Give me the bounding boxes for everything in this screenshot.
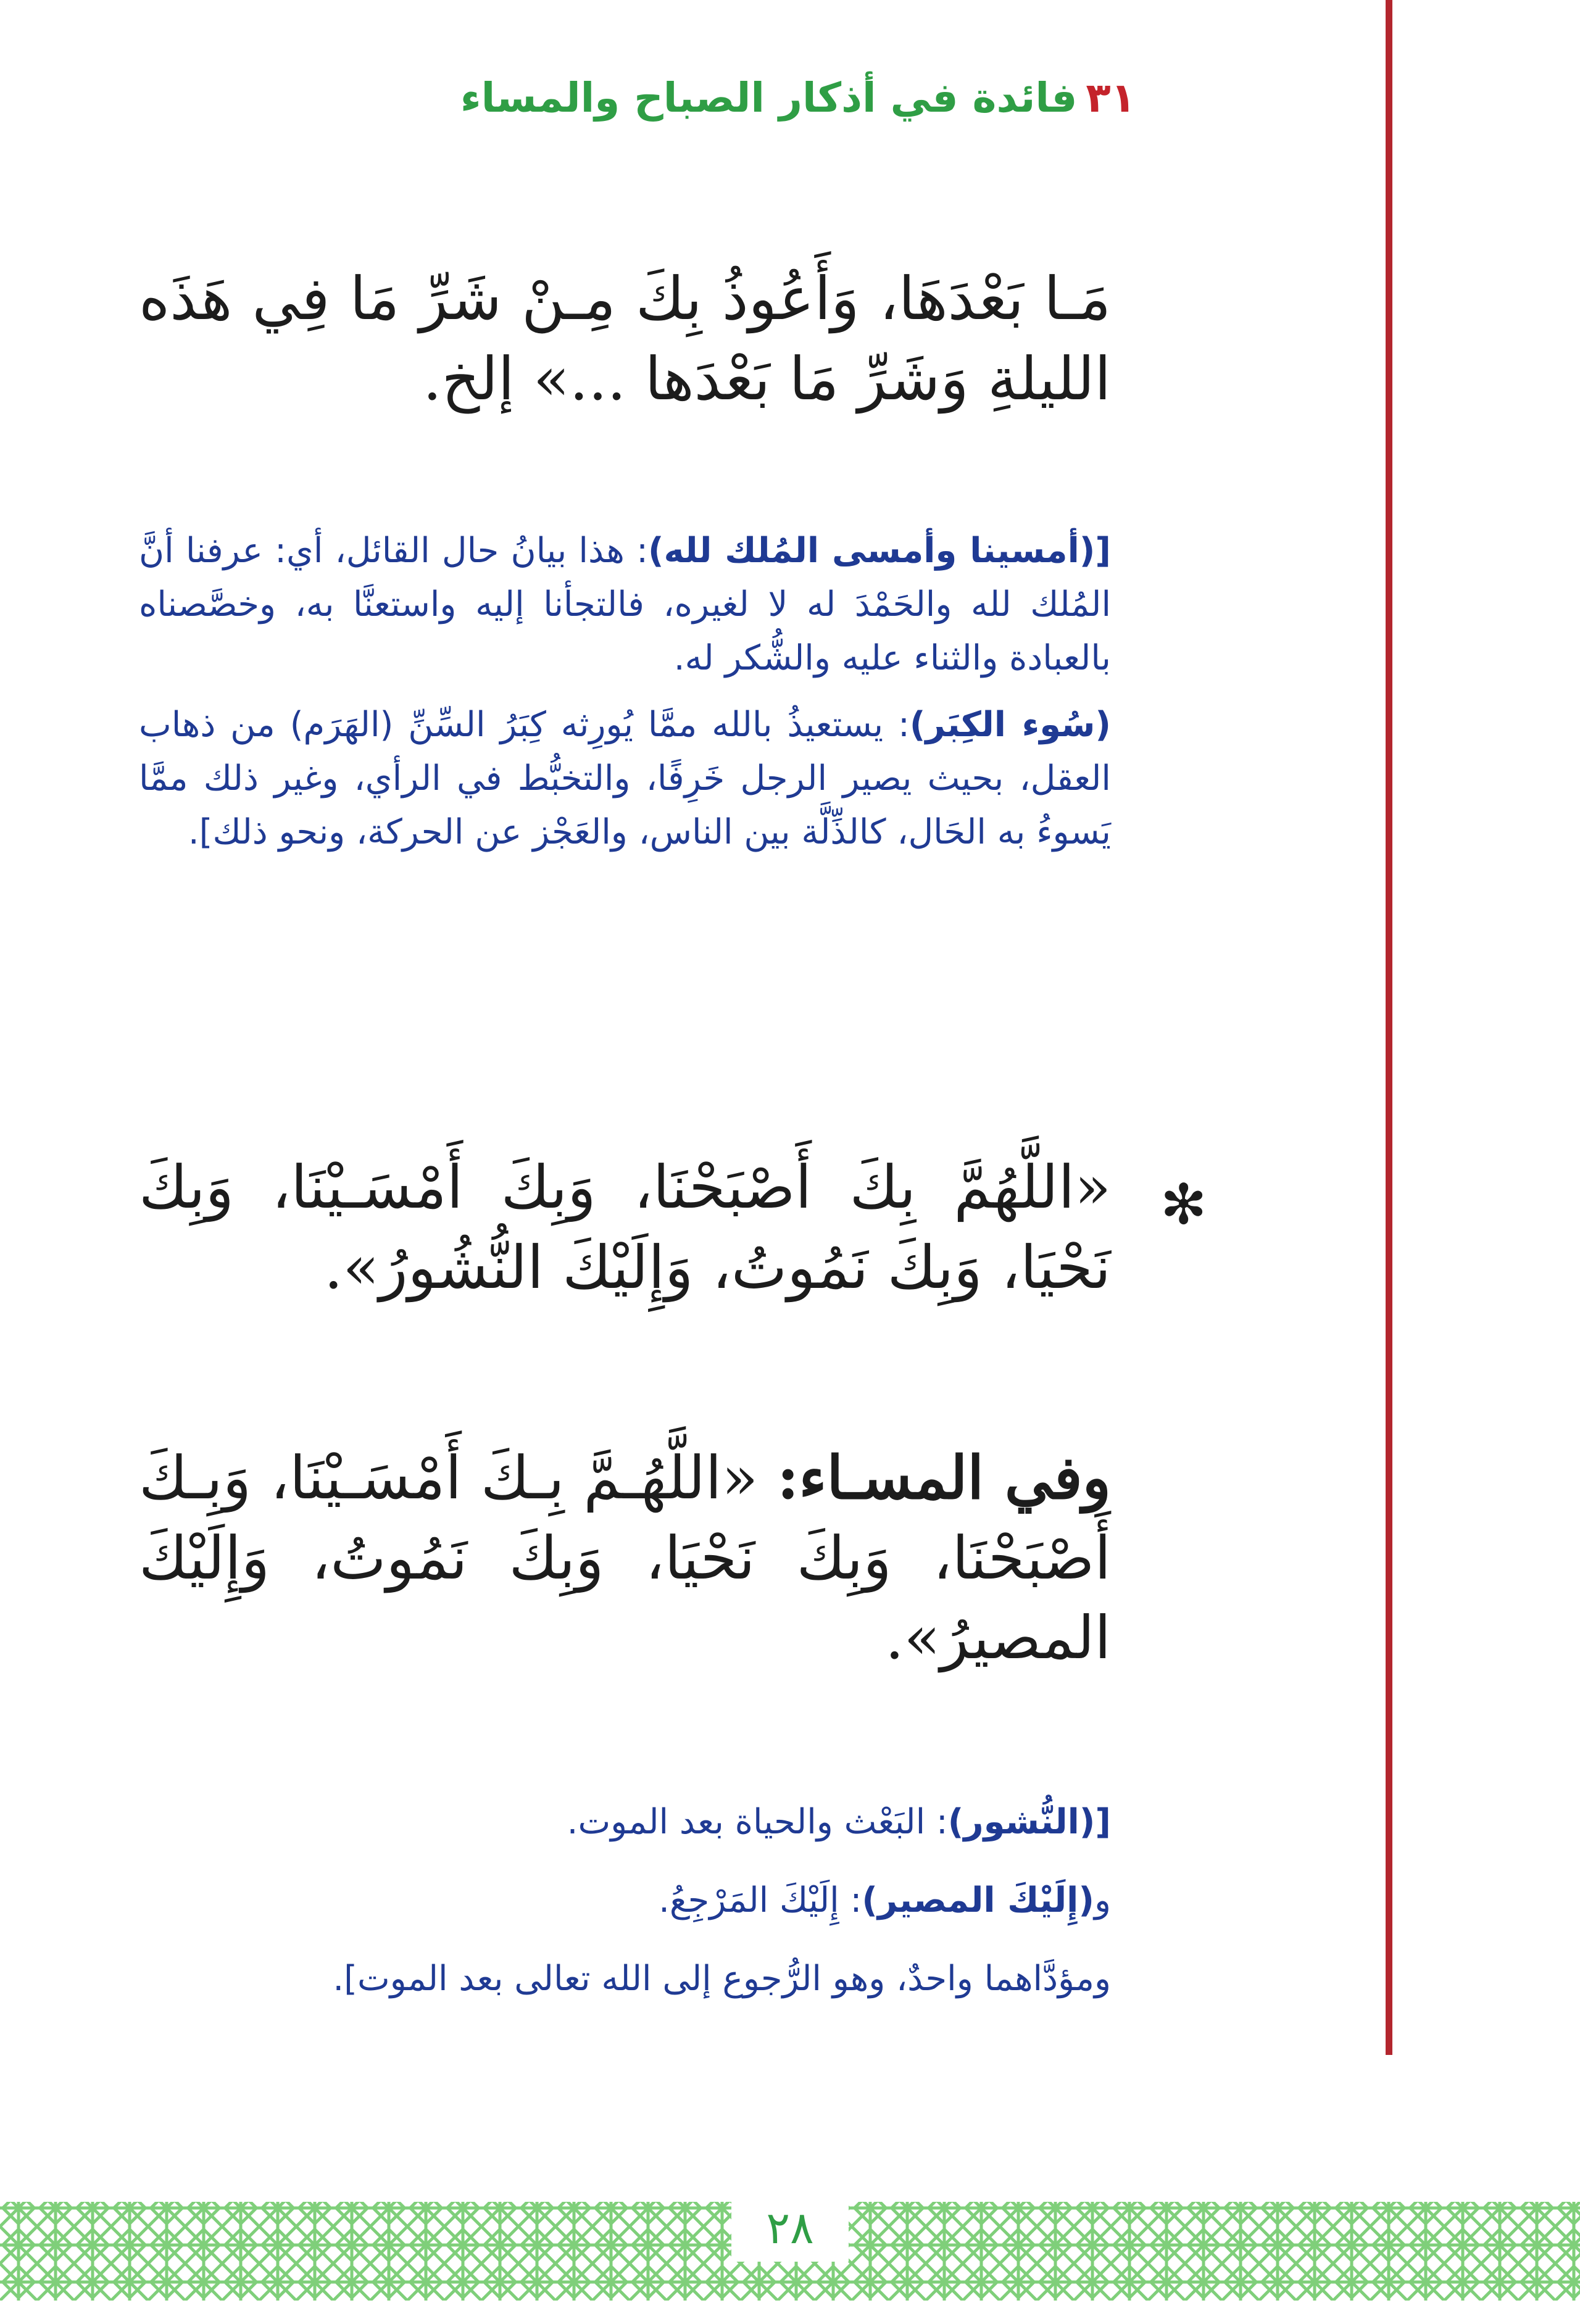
commentary-text: : إِلَيْكَ المَرْجِعُ. [659, 1880, 862, 1920]
commentary-term: (سُوء الكِبَر) [909, 705, 1112, 745]
commentary-text: : هذا بيانُ حال القائل، أي: عرفنا أنَّ المُلك لله والحَمْدَ له لا لغيره، فالتجأنا إليه واستعنَّا به، وخصَّصناه بالعبادة والثناء عليه والشُّكر له. [139, 531, 1111, 678]
dua-morning-text: «اللَّهُمَّ بِكَ أَصْبَحْنَا، وَبِكَ أَمْسَـيْنَا، وَبِكَ نَحْيَا، وَبِكَ نَمُوتُ، وَإِلَيْكَ النُّشُورُ». [139, 1153, 1111, 1302]
commentary-text: ومؤدَّاهما واحدٌ، وهو الرُّجوع إلى الله تعالى بعد الموت]. [333, 1958, 1111, 1999]
commentary-term: [(النُّشور) [947, 1802, 1111, 1842]
commentary-line [139, 1953, 1111, 2006]
commentary-block-2 [139, 1796, 1111, 2006]
dua-continuation-text: مَـا بَعْدَهَا، وَأَعُوذُ بِكَ مِـنْ شَرِّ مَا فِي هَذَه الليلةِ وَشَرِّ مَا بَعْدَها ...» إلخ. [139, 264, 1111, 413]
header-number: ٣١ [1086, 74, 1136, 122]
commentary-block-1 [139, 525, 1111, 860]
dua-evening [139, 1438, 1111, 1679]
commentary-paragraph [139, 699, 1111, 859]
commentary-line [139, 1874, 1111, 1928]
asterisk-marker: ✻ [1160, 1172, 1207, 1237]
margin-rule [1386, 0, 1392, 2055]
dua-evening-text: «اللَّهُـمَّ بِـكَ أَمْسَـيْنَا، وَبِـكَ أَصْبَحْنَا، وَبِكَ نَحْيَا، وَبِكَ نَمُوتُ، وَإِلَيْكَ المصيرُ». [139, 1443, 1111, 1673]
dua-morning [139, 1148, 1111, 1308]
dua-evening-lead: وفي المسـاء: [776, 1443, 1111, 1513]
commentary-line [139, 1796, 1111, 1849]
commentary-term: [(أمسينا وأمسى المُلك لله) [647, 531, 1111, 571]
commentary-text: : يستعيذُ بالله ممَّا يُورِثه كِبَرُ السِّنِّ (الهَرَم) من ذهاب العقل، بحيث يصير الرجل خَرِفًا، والتخبُّط في الرأي، وغير ذلك ممَّا يَسوءُ به الحَال، كالذِّلَّة بين الناس، والعَجْز عن الحركة، ونحو ذلك]. [139, 705, 1111, 852]
header-title-text: فائدة في أذكار الصباح والمساء [460, 74, 1078, 122]
commentary-paragraph [139, 525, 1111, 685]
page-number: ٢٨ [731, 2194, 849, 2262]
running-header [460, 74, 1136, 122]
commentary-prefix: و [1094, 1880, 1111, 1920]
commentary-text: : البَعْث والحياة بعد الموت. [567, 1802, 948, 1842]
dua-continuation [139, 259, 1111, 419]
commentary-term: (إِلَيْكَ المصير) [862, 1880, 1094, 1920]
